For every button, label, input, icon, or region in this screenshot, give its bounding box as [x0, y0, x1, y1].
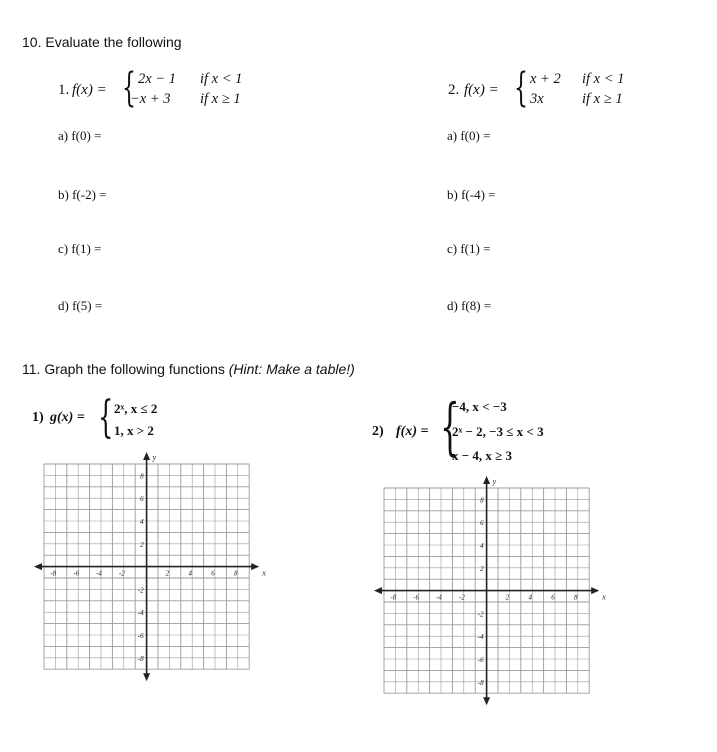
y-tick-label: 2 — [480, 564, 484, 573]
function-1-part-d: d) f(5) = — [58, 298, 103, 313]
function-1-brace: { — [122, 65, 136, 111]
x-axis-label: x — [262, 568, 266, 578]
function-2-part-b: b) f(-4) = — [447, 187, 496, 202]
function-1-number: 1. — [58, 82, 70, 98]
y-axis-down-arrow-icon — [143, 673, 150, 681]
x-tick-label: -8 — [390, 593, 397, 602]
x-axis-left-arrow-icon — [374, 587, 382, 594]
y-tick-label: -2 — [477, 610, 484, 619]
x-axis-right-arrow-icon — [591, 587, 599, 594]
function-1-part-c: c) f(1) = — [58, 241, 102, 256]
function-2-part-a: a) f(0) = — [447, 128, 491, 143]
x-tick-label: 4 — [528, 593, 532, 602]
x-axis-label: x — [602, 592, 606, 602]
y-tick-label: -4 — [137, 609, 144, 618]
x-tick-label: 2 — [505, 593, 510, 602]
function-1-piece-1-expr: 2x − 1 — [138, 71, 176, 87]
q11-title-line — [22, 361, 355, 377]
graph-1-coordinate-grid[interactable] — [32, 450, 266, 670]
graph-1-piece-2: 1, x > 2 — [114, 423, 154, 438]
x-tick-label: 2 — [165, 569, 170, 578]
function-1-lhs: f(x) = — [72, 82, 107, 98]
x-tick-label: -2 — [458, 593, 465, 602]
function-2-piece-2-cond: if x ≥ 1 — [582, 91, 623, 107]
x-tick-label: -2 — [118, 569, 125, 578]
x-tick-label: -6 — [413, 593, 420, 602]
y-tick-label: 4 — [480, 542, 484, 550]
y-tick-label: 8 — [140, 472, 144, 481]
graph-2-piece-3: x − 4, x ≥ 3 — [452, 448, 513, 463]
graph-1-brace: { — [98, 392, 114, 443]
x-tick-label: 8 — [574, 593, 578, 602]
q10-title: 10. Evaluate the following — [22, 34, 182, 50]
y-axis-label: y — [492, 477, 497, 486]
y-tick-label: 8 — [480, 496, 484, 505]
y-axis-down-arrow-icon — [483, 697, 490, 705]
graph-1-number: 1) — [32, 410, 44, 425]
y-tick-label: -2 — [137, 586, 144, 595]
graph-2-coordinate-grid[interactable] — [372, 474, 606, 694]
function-2-piece-1-cond: if x < 1 — [582, 71, 625, 87]
function-1-piece-2-cond: if x ≥ 1 — [200, 91, 241, 107]
graph-2-piece-2: 2ˣ − 2, −3 ≤ x < 3 — [452, 424, 544, 439]
x-tick-label: 6 — [551, 593, 555, 602]
y-axis-up-arrow-icon — [483, 476, 490, 484]
function-2-part-c: c) f(1) = — [447, 241, 491, 256]
y-tick-label: 4 — [140, 518, 144, 526]
y-tick-label: 6 — [480, 519, 484, 528]
function-1-piece-1-cond: if x < 1 — [200, 71, 243, 87]
graph-2-piece-1: −4, x < −3 — [452, 399, 507, 414]
x-tick-label: 4 — [188, 569, 192, 578]
function-2-lhs: f(x) = — [464, 82, 499, 98]
y-tick-label: -8 — [137, 654, 144, 663]
y-tick-label: -4 — [477, 633, 484, 642]
x-tick-label: -6 — [73, 569, 80, 578]
q10-function-2 — [448, 66, 688, 116]
x-tick-label: 6 — [211, 569, 215, 578]
graph-2-lhs: f(x) = — [396, 424, 429, 439]
x-tick-label: 8 — [234, 569, 238, 578]
graph-2-brace: { — [440, 390, 460, 463]
function-2-number: 2. — [448, 82, 460, 98]
function-2-brace: { — [514, 65, 528, 111]
x-tick-label: -4 — [96, 569, 102, 578]
graph-2-number: 2) — [372, 424, 384, 439]
graph-1-piece-1: 2ˣ, x ≤ 2 — [114, 401, 158, 416]
x-tick-label: -4 — [436, 593, 442, 602]
function-2-piece-2-expr: 3x — [530, 91, 544, 107]
y-axis-up-arrow-icon — [143, 452, 150, 460]
function-2-part-d: d) f(8) = — [447, 298, 492, 313]
q11-hint: (Hint: Make a table!) — [228, 361, 355, 377]
graph-1-lhs: g(x) = — [50, 410, 85, 425]
function-1-piece-2-expr: −x + 3 — [130, 91, 171, 107]
y-tick-label: -8 — [477, 678, 484, 687]
x-tick-label: -8 — [50, 569, 57, 578]
y-tick-label: -6 — [137, 632, 144, 640]
y-axis-label: y — [152, 453, 157, 462]
y-tick-label: 6 — [140, 495, 144, 504]
y-tick-label: -6 — [477, 656, 484, 664]
q10-function-1 — [58, 66, 298, 116]
q11-function-1 — [32, 392, 232, 444]
x-axis-right-arrow-icon — [251, 563, 259, 570]
function-1-part-a: a) f(0) = — [58, 128, 102, 143]
function-1-part-b: b) f(-2) = — [58, 187, 107, 202]
q11-title: 11. Graph the following functions — [22, 361, 225, 377]
y-tick-label: 2 — [140, 540, 144, 549]
q11-function-2 — [372, 390, 612, 466]
x-axis-left-arrow-icon — [34, 563, 42, 570]
function-2-piece-1-expr: x + 2 — [530, 71, 561, 87]
